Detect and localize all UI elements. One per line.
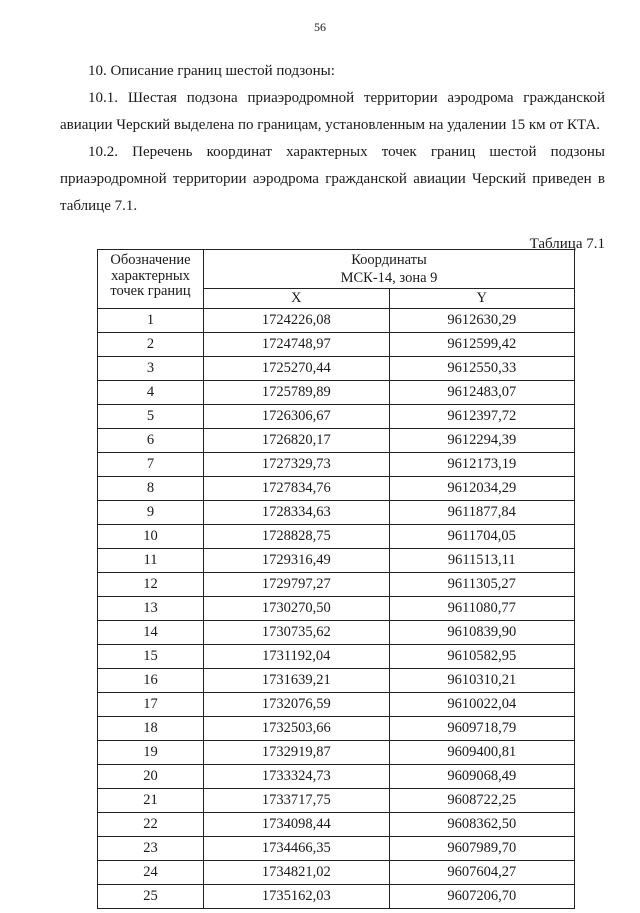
x-coordinate-cell: 1733324,73 — [204, 765, 390, 789]
point-number-cell: 13 — [98, 597, 204, 621]
x-coordinate-cell: 1732076,59 — [204, 693, 390, 717]
table-row — [98, 381, 575, 405]
x-coordinate-cell: 1729316,49 — [204, 549, 390, 573]
table-row — [98, 525, 575, 549]
point-number-cell: 17 — [98, 693, 204, 717]
y-coordinate-cell: 9612397,72 — [389, 405, 575, 429]
paragraph-line: 10.2. Перечень координат характерных точек границ шестой подзоны — [88, 144, 605, 160]
point-number-cell: 5 — [98, 405, 204, 429]
x-coordinate-cell: 1732919,87 — [204, 741, 390, 765]
table-row — [98, 861, 575, 885]
x-coordinate-cell: 1733717,75 — [204, 789, 390, 813]
point-number-cell: 7 — [98, 453, 204, 477]
y-coordinate-cell: 9612173,19 — [389, 453, 575, 477]
table-row — [98, 717, 575, 741]
x-coordinate-cell: 1735162,03 — [204, 885, 390, 909]
table-row — [98, 645, 575, 669]
x-coordinate-cell: 1730270,50 — [204, 597, 390, 621]
x-coordinate-cell: 1727329,73 — [204, 453, 390, 477]
point-number-cell: 3 — [98, 357, 204, 381]
y-coordinate-cell: 9612630,29 — [389, 309, 575, 333]
y-coordinate-cell: 9610582,95 — [389, 645, 575, 669]
y-coordinate-cell: 9609718,79 — [389, 717, 575, 741]
point-number-cell: 14 — [98, 621, 204, 645]
x-coordinate-cell: 1726306,67 — [204, 405, 390, 429]
y-coordinate-cell: 9609068,49 — [389, 765, 575, 789]
table-row — [98, 621, 575, 645]
coordinates-group-header — [204, 250, 575, 289]
x-coordinate-cell: 1728828,75 — [204, 525, 390, 549]
x-coordinate-cell: 1731639,21 — [204, 669, 390, 693]
x-coordinate-cell: 1724226,08 — [204, 309, 390, 333]
y-coordinate-cell: 9611513,11 — [389, 549, 575, 573]
x-coordinate-cell: 1734098,44 — [204, 813, 390, 837]
x-coordinate-cell: 1724748,97 — [204, 333, 390, 357]
y-coordinate-cell: 9609400,81 — [389, 741, 575, 765]
point-number-cell: 11 — [98, 549, 204, 573]
y-coordinate-cell: 9607989,70 — [389, 837, 575, 861]
table-row — [98, 477, 575, 501]
point-number-cell: 25 — [98, 885, 204, 909]
paragraph-line: таблице 7.1. — [60, 198, 138, 214]
coordinates-table — [97, 249, 575, 909]
page-number: 56 — [314, 20, 326, 34]
point-number-cell: 16 — [98, 669, 204, 693]
table-row — [98, 669, 575, 693]
y-coordinate-cell: 9610310,21 — [389, 669, 575, 693]
x-coordinate-cell: 1732503,66 — [204, 717, 390, 741]
paragraph-line: авиации Черский выделена по границам, установленным на удалении 15 км от КТА. — [60, 117, 601, 133]
table-row — [98, 453, 575, 477]
section-heading: 10. Описание границ шестой подзоны: — [88, 63, 335, 79]
y-coordinate-cell: 9608362,50 — [389, 813, 575, 837]
table-row — [98, 405, 575, 429]
x-coordinate-cell: 1726820,17 — [204, 429, 390, 453]
point-number-cell: 2 — [98, 333, 204, 357]
table-row — [98, 429, 575, 453]
y-coordinate-cell: 9608722,25 — [389, 789, 575, 813]
header-line: Координаты — [351, 251, 427, 268]
point-number-cell: 4 — [98, 381, 204, 405]
y-coordinate-cell: 9607604,27 — [389, 861, 575, 885]
table-row — [98, 597, 575, 621]
y-coordinate-cell: 9612483,07 — [389, 381, 575, 405]
paragraph-line: 10.1. Шестая подзона приаэродромной территории аэродрома гражданской — [88, 90, 605, 106]
x-coordinate-cell: 1725270,44 — [204, 357, 390, 381]
x-coordinate-cell: 1728334,63 — [204, 501, 390, 525]
x-coordinate-cell: 1734821,02 — [204, 861, 390, 885]
x-coordinate-cell: 1727834,76 — [204, 477, 390, 501]
table-row — [98, 765, 575, 789]
table-row — [98, 357, 575, 381]
point-number-cell: 23 — [98, 837, 204, 861]
header-line: характерных — [111, 267, 190, 284]
y-coordinate-cell: 9610839,90 — [389, 621, 575, 645]
table-row — [98, 549, 575, 573]
point-number-cell: 10 — [98, 525, 204, 549]
table-caption: Таблица 7.1 — [529, 236, 605, 252]
table-row — [98, 693, 575, 717]
point-number-cell: 19 — [98, 741, 204, 765]
point-number-cell: 1 — [98, 309, 204, 333]
x-coordinate-cell: 1731192,04 — [204, 645, 390, 669]
point-number-cell: 24 — [98, 861, 204, 885]
y-coordinate-cell: 9611305,27 — [389, 573, 575, 597]
y-coordinate-cell: 9607206,70 — [389, 885, 575, 909]
y-column-header: Y — [389, 288, 575, 308]
point-number-cell: 12 — [98, 573, 204, 597]
y-coordinate-cell: 9612599,42 — [389, 333, 575, 357]
table-row — [98, 741, 575, 765]
table-row — [98, 813, 575, 837]
point-number-cell: 20 — [98, 765, 204, 789]
x-column-header: X — [204, 288, 390, 308]
point-number-cell: 6 — [98, 429, 204, 453]
x-coordinate-cell: 1729797,27 — [204, 573, 390, 597]
y-coordinate-cell: 9612034,29 — [389, 477, 575, 501]
y-coordinate-cell: 9612294,39 — [389, 429, 575, 453]
header-line: Обозначение — [110, 252, 191, 268]
y-coordinate-cell: 9610022,04 — [389, 693, 575, 717]
table-row — [98, 573, 575, 597]
table-row — [98, 333, 575, 357]
point-number-cell: 18 — [98, 717, 204, 741]
paragraph-10-2 — [60, 139, 605, 220]
point-number-cell: 22 — [98, 813, 204, 837]
points-column-header — [98, 250, 204, 309]
point-number-cell: 15 — [98, 645, 204, 669]
y-coordinate-cell: 9611877,84 — [389, 501, 575, 525]
point-number-cell: 21 — [98, 789, 204, 813]
y-coordinate-cell: 9611080,77 — [389, 597, 575, 621]
table-row — [98, 885, 575, 909]
paragraph-10-1 — [60, 85, 605, 139]
y-coordinate-cell: 9612550,33 — [389, 357, 575, 381]
table-row — [98, 789, 575, 813]
x-coordinate-cell: 1734466,35 — [204, 837, 390, 861]
table-row — [98, 837, 575, 861]
paragraph-line: приаэродромной территории аэродрома гражданской авиации Черский приведен в — [60, 171, 605, 187]
point-number-cell: 8 — [98, 477, 204, 501]
table-row — [98, 309, 575, 333]
table-row — [98, 501, 575, 525]
header-line: точек границ — [110, 283, 191, 299]
y-coordinate-cell: 9611704,05 — [389, 525, 575, 549]
point-number-cell: 9 — [98, 501, 204, 525]
x-coordinate-cell: 1725789,89 — [204, 381, 390, 405]
header-line: МСК-14, зона 9 — [340, 269, 438, 286]
x-coordinate-cell: 1730735,62 — [204, 621, 390, 645]
